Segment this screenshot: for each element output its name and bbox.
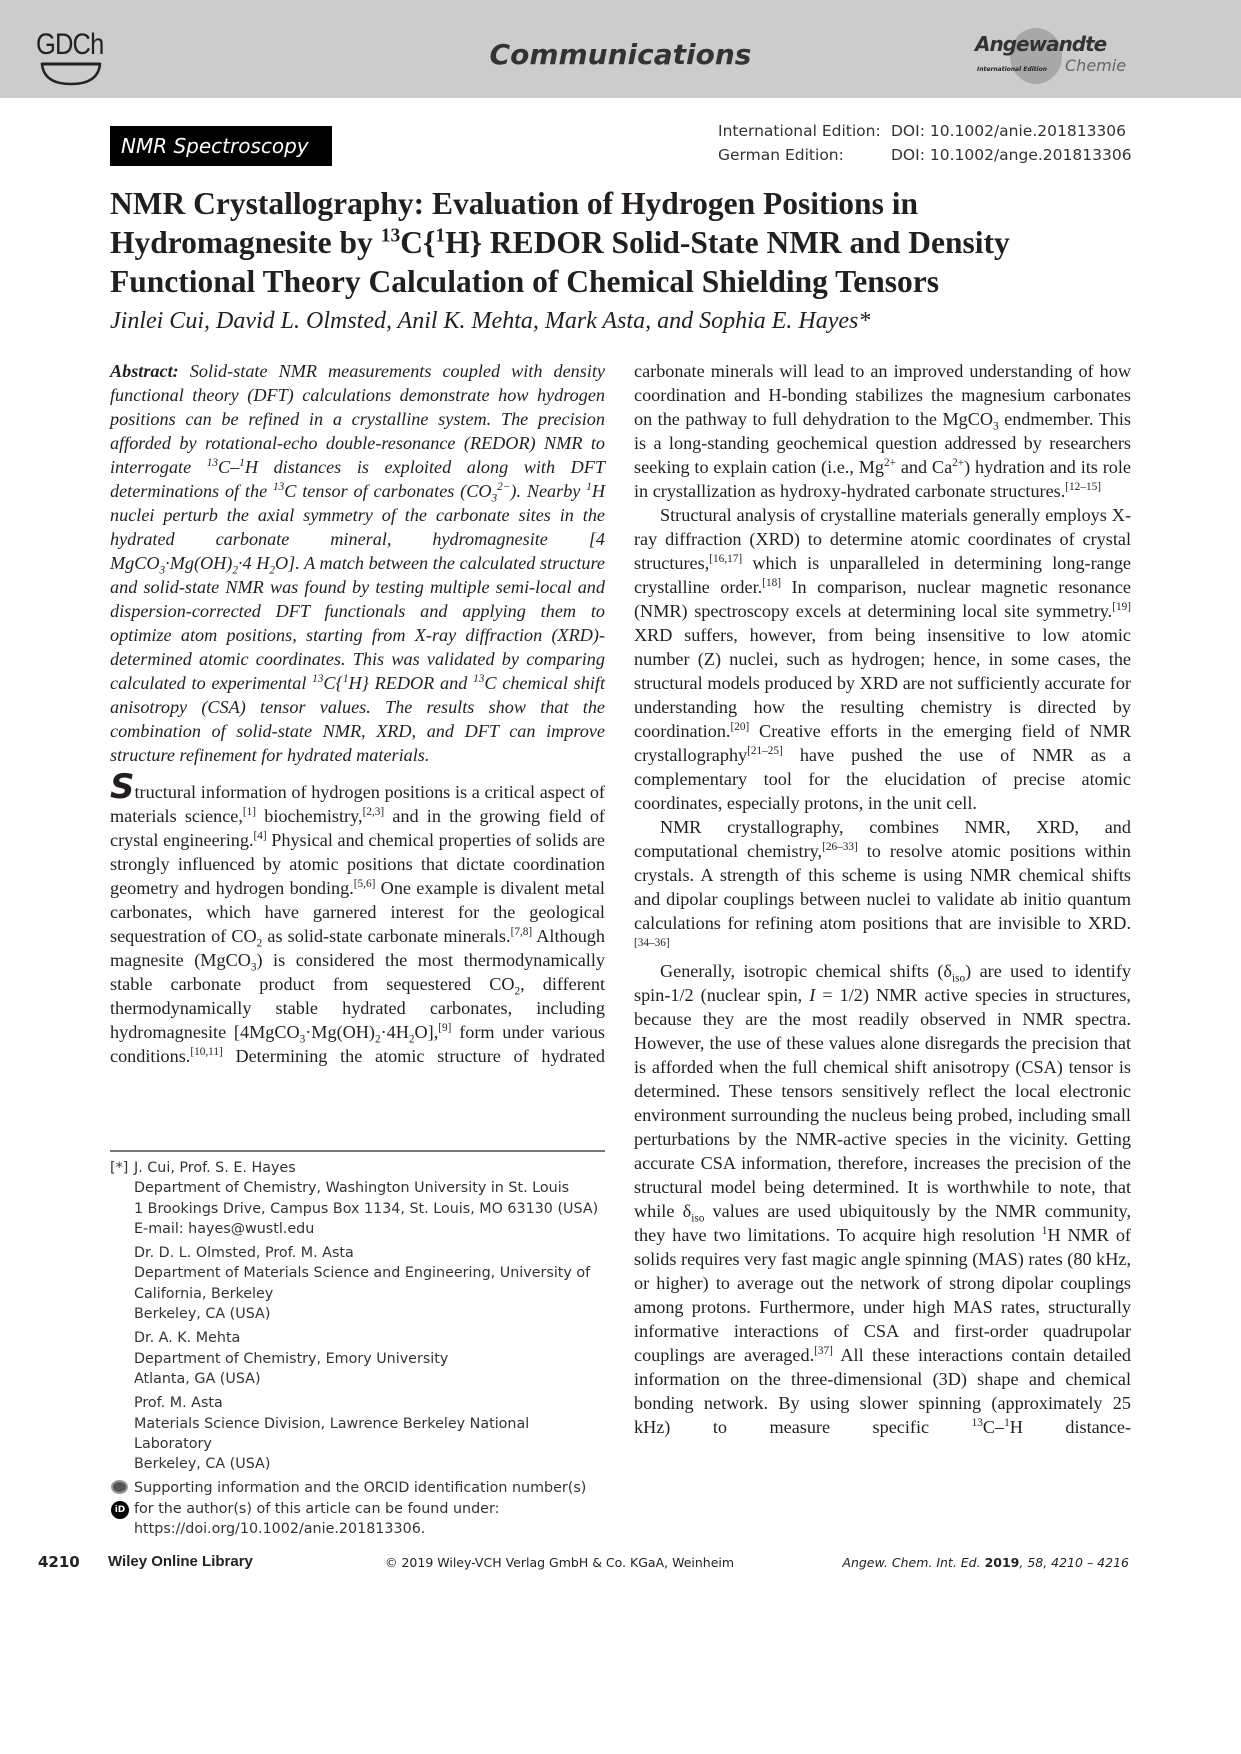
superscript: 1 xyxy=(1041,1224,1048,1237)
text-run: H distance- xyxy=(1009,1417,1131,1437)
superscript: 13 xyxy=(380,225,401,247)
subscript: 2 xyxy=(269,564,276,577)
footnote-divider xyxy=(110,1150,605,1152)
copyright: © 2019 Wiley-VCH Verlag GmbH & Co. KGaA, Weinheim xyxy=(385,1555,735,1570)
affiliation-line: Department of Chemistry, Washington University in St. Louis xyxy=(134,1180,570,1197)
subscript: 3 xyxy=(299,1033,306,1046)
gdch-logo-text: GDCh xyxy=(36,28,104,61)
text-run: Determining the atomic structure of hydrated xyxy=(222,1046,605,1066)
text-run: as solid-state carbonate minerals. xyxy=(262,926,511,946)
text-run: In comparison, nuclear magnetic resonance (NMR) spectroscopy excels at determining local site symmetry. xyxy=(634,577,1131,621)
subscript: 3 xyxy=(159,564,166,577)
superscript: 13 xyxy=(273,480,285,493)
journal-header-band xyxy=(0,0,1241,98)
affiliation-line: Prof. M. Asta xyxy=(134,1395,223,1412)
supporting-info-icon xyxy=(111,1480,128,1494)
body-paragraph xyxy=(634,359,1131,503)
superscript: 13 xyxy=(473,672,485,685)
text-run: NMR crystallography, combines NMR, XRD, and computational chemistry, xyxy=(634,817,1131,861)
affiliations xyxy=(110,1158,610,1539)
text-run: ·Mg(OH) xyxy=(305,1022,375,1042)
text-run: All these interactions contain detailed information on the three-dimensional (3D) shape and chemical bonding network. By using slower spinning (approximately 25 kHz) to measure specific xyxy=(634,1345,1131,1437)
drop-cap: S xyxy=(110,767,135,807)
article-title xyxy=(110,184,1140,301)
bold-label: Abstract: xyxy=(110,361,179,381)
superscript: [19] xyxy=(1112,600,1131,613)
subscript: 3 xyxy=(491,492,498,505)
supporting-info-text: Supporting information and the ORCID identification number(s) for the author(s) of this article can be found under: xyxy=(134,1480,587,1517)
text-run: ·4H xyxy=(380,1022,409,1042)
superscript: 13 xyxy=(206,456,218,469)
superscript: [1] xyxy=(242,805,257,818)
superscript: [5,6] xyxy=(353,877,376,890)
affiliation-block xyxy=(134,1243,610,1324)
subscript: iso xyxy=(691,1212,705,1225)
doi-label: International Edition: xyxy=(718,122,881,140)
affiliation-line: Berkeley, CA (USA) xyxy=(134,1456,271,1473)
superscript: [26–33] xyxy=(822,840,858,853)
subscript: 2 xyxy=(374,1033,381,1046)
text-run: H} REDOR and xyxy=(348,673,474,693)
text-run: C{ xyxy=(400,225,436,260)
text-run: ·Mg(OH) xyxy=(165,553,233,573)
text-run: ) are used to identify spin-1/2 (nuclear spin, xyxy=(634,961,1132,1005)
text-run: carbonate minerals will lead to an improved understanding of how coordination and H-bonding stabilizes the magnesium carbonates on the pathway to full dehydration to the MgCO xyxy=(634,361,1131,429)
citation-volume-pages: , 58, 4210 – 4216 xyxy=(1019,1555,1129,1570)
text-run: have pushed the use of NMR as a complementary tool for the elucidation of precise atomic coordinates, especially protons, in the unit cell. xyxy=(634,745,1131,813)
right-column xyxy=(634,359,1131,1439)
text-run: endmember. This is a long-standing geochemical question addressed by researchers seeking to explain cation (i.e., Mg xyxy=(634,409,1131,477)
text-run: O], xyxy=(414,1022,439,1042)
text-run: biochemistry, xyxy=(256,806,363,826)
text-run: , different thermodynamically stable hydrated carbonates, including hydromagnesite [4MgCO xyxy=(110,974,606,1042)
page-number: 4210 xyxy=(38,1553,80,1571)
subscript: 2 xyxy=(232,564,238,577)
superscript: [34–36] xyxy=(634,936,670,949)
text-run: C tensor of carbonates (CO xyxy=(284,481,492,501)
affiliation-line: Dr. D. L. Olmsted, Prof. M. Asta xyxy=(134,1245,354,1262)
text-run: Although magnesite (MgCO xyxy=(110,926,605,970)
doi-row xyxy=(718,143,1132,167)
superscript: 2− xyxy=(497,480,511,493)
affiliation-line: E-mail: hayes@wustl.edu xyxy=(134,1220,315,1237)
affiliation-block xyxy=(134,1328,610,1389)
citation-journal: Angew. Chem. Int. Ed. xyxy=(842,1555,981,1570)
author-list: Jinlei Cui, David L. Olmsted, Anil K. Mehta, Mark Asta, and Sophia E. Hayes* xyxy=(110,308,871,334)
text-run: to resolve atomic positions within crystals. A strength of this scheme is using NMR chemical shifts and dipolar couplings between nuclei to validate ab initio quantum calculations for refining atom positions that are invisible to XRD. xyxy=(634,841,1131,933)
logo-angewandte: Angewandte xyxy=(975,32,1107,56)
affiliation-line: 1 Brookings Drive, Campus Box 1134, St. Louis, MO 63130 (USA) xyxy=(134,1200,599,1217)
affiliation-block xyxy=(134,1158,610,1239)
page-footer xyxy=(0,1553,1241,1577)
superscript: [21–25] xyxy=(747,744,783,757)
superscript: 13 xyxy=(312,672,324,685)
italic-symbol: I xyxy=(809,985,816,1005)
text-run: tructural information of hydrogen positions is a critical aspect of materials science, xyxy=(110,782,605,826)
doi-row xyxy=(718,119,1132,143)
superscript: 1 xyxy=(239,456,245,469)
superscript: [2,3] xyxy=(362,805,385,818)
superscript: [10,11] xyxy=(190,1045,223,1058)
text-run: C– xyxy=(982,1417,1005,1437)
superscript: 1 xyxy=(586,480,592,493)
text-run: One example is divalent metal carbonates, which have garnered interest for the geological sequestration of CO xyxy=(110,878,605,946)
affiliation-line: Berkeley, CA (USA) xyxy=(134,1306,271,1323)
text-run: H nuclei perturb the axial symmetry of the carbonate sites in the hydrated carbonate mineral, hydromagnesite [4 MgCO xyxy=(110,481,605,573)
subscript: iso xyxy=(951,972,966,985)
corresponding-mark: [*] xyxy=(110,1160,129,1176)
text-run: H} REDOR Solid-State NMR and Density Functional Theory Calculation of Chemical Shielding Tensors xyxy=(110,225,1010,299)
text-run: Structural analysis of crystalline materials generally employs X-ray diffraction (XRD) to determine atomic coordinates of crystal structures, xyxy=(634,505,1131,573)
body-paragraph xyxy=(634,815,1131,959)
text-run: XRD suffers, however, from being insensitive to low atomic number (Z) nuclei, such as hydrogen; hence, in some cases, the structural models produced by XRD are not sufficiently accurate for understanding how the resulting chemistry is directed by coordination. xyxy=(634,625,1131,741)
logo-edition: International Edition xyxy=(977,66,1048,73)
superscript: 13 xyxy=(971,1416,983,1429)
text-run: values are used ubiquitously by the NMR community, they have two limitations. To acquire high resolution xyxy=(634,1201,1131,1245)
text-run: which is unparalleled in determining long-range crystalline order. xyxy=(634,553,1131,597)
doi-label: German Edition: xyxy=(718,146,844,164)
text-run: ·4 H xyxy=(237,553,270,573)
section-title: Communications xyxy=(489,38,752,71)
superscript: [37] xyxy=(814,1344,833,1357)
text-run: C chemical shift anisotropy (CSA) tensor values. The results show that the combination of solid-state NMR, XRD, and DFT can improve structure refinement for hydrated materials. xyxy=(110,673,605,765)
wiley-online-library-link[interactable]: Wiley Online Library xyxy=(108,1553,253,1570)
citation-year: 2019 xyxy=(984,1555,1020,1570)
body-paragraph xyxy=(634,959,1131,1439)
affiliation-line: Department of Chemistry, Emory University xyxy=(134,1350,449,1367)
text-run: and Ca xyxy=(895,457,953,477)
superscript: 2+ xyxy=(883,456,896,469)
superscript: [16,17] xyxy=(709,552,743,565)
doi-link[interactable]: DOI: 10.1002/anie.201813306 xyxy=(891,122,1127,140)
text-run: ) is considered the most thermodynamically stable carbonate product from sequestered CO xyxy=(110,950,605,994)
text-run: O]. A match between the calculated structure and solid-state NMR was found by testing multiple semi-local and dispersion-corrected DFT functionals and applying them to optimize atom positions, starting from X-ray diffraction (XRD)-determined atomic coordinates. This was validated by comparing calculated to experimental xyxy=(110,553,605,693)
superscript: [20] xyxy=(730,720,750,733)
subscript: 2 xyxy=(408,1033,415,1046)
affiliation-line: J. Cui, Prof. S. E. Hayes xyxy=(134,1160,296,1176)
text-run: Generally, isotropic chemical shifts (δ xyxy=(660,961,952,981)
orcid-icon: iD xyxy=(111,1501,129,1519)
doi-link[interactable]: DOI: 10.1002/ange.201813306 xyxy=(891,146,1132,164)
text-run: form under various conditions. xyxy=(110,1022,605,1066)
affiliation-line: Materials Science Division, Lawrence Berkeley National Laboratory xyxy=(134,1415,530,1452)
superscript: 1 xyxy=(1004,1416,1010,1429)
abstract xyxy=(110,359,605,767)
superscript: [7,8] xyxy=(510,925,533,938)
affiliation-block xyxy=(134,1393,610,1474)
superscript: [12–15] xyxy=(1065,480,1101,493)
subscript: 3 xyxy=(250,961,257,974)
logo-chemie: Chemie xyxy=(1065,56,1127,75)
subscript: 2 xyxy=(256,937,263,950)
superscript: [9] xyxy=(438,1021,452,1034)
text-run: ) hydration and its role in crystallization as hydroxy-hydrated carbonate structures. xyxy=(634,457,1131,501)
affiliation-line: Department of Materials Science and Engineering, University of California, Berkeley xyxy=(134,1265,591,1302)
text-run: H distances is exploited along with DFT determinations of the xyxy=(110,457,605,501)
text-run: ). Nearby xyxy=(510,481,587,501)
superscript: [18] xyxy=(762,576,781,589)
left-column xyxy=(110,359,605,1068)
text-run: C– xyxy=(218,457,240,477)
text-run: NMR Crystallography: Evaluation of Hydrogen Positions in Hydromagnesite by xyxy=(110,186,918,260)
doi-block xyxy=(718,119,1132,167)
body-paragraph xyxy=(110,767,606,1068)
text-run: C{ xyxy=(323,673,343,693)
subscript: 3 xyxy=(993,420,999,433)
affiliation-line: Atlanta, GA (USA) xyxy=(134,1370,261,1387)
angewandte-logo xyxy=(975,24,1135,89)
text-run: Physical and chemical properties of solids are strongly influenced by atomic positions that dictate coordination geometry and hydrogen bonding. xyxy=(110,830,605,898)
text-run: Solid-state NMR measurements coupled with density functional theory (DFT) calculations demonstrate how hydrogen positions can be refined in a crystalline system. The precision afforded by rotational-echo double-resonance (REDOR) NMR to interrogate xyxy=(110,361,605,477)
topic-label: NMR Spectroscopy xyxy=(110,126,332,166)
supporting-info xyxy=(114,1478,610,1539)
superscript: 1 xyxy=(342,672,349,685)
superscript: 2+ xyxy=(952,456,965,469)
text-run: = 1/2) NMR active species in structures, because they are the most readily observed in NMR spectra. However, the use of these values alone disregards the precision that is afforded when the full chemical shift anisotropy (CSA) tensor is determined. These tensors sensitively reflect the local electronic environment surrounding the nucleus being probed, including small perturbations by the NMR-active species in the vicinity. Getting accurate CSA information, therefore, increases the precision of the structural model being determined. It is worthwhile to note, that while δ xyxy=(634,985,1131,1221)
text-run: H NMR of solids requires very fast magic angle spinning (MAS) rates (80 kHz, or higher) to average out the network of strong dipolar couplings among protons. Furthermore, under high MAS rates, structurally informative interactions of CSA and first-order quadrupolar couplings are averaged. xyxy=(634,1225,1131,1365)
body-paragraph xyxy=(634,503,1131,815)
citation xyxy=(842,1555,1129,1570)
affiliation-line: Dr. A. K. Mehta xyxy=(134,1330,241,1347)
superscript: [4] xyxy=(253,829,267,842)
subscript: 2 xyxy=(514,985,521,998)
text-run: Creative efforts in the emerging field of NMR crystallography xyxy=(634,721,1131,765)
text-run: and in the growing field of crystal engineering. xyxy=(110,806,605,850)
superscript: 1 xyxy=(435,225,446,247)
supporting-info-link[interactable]: https://doi.org/10.1002/anie.201813306. xyxy=(134,1521,426,1538)
